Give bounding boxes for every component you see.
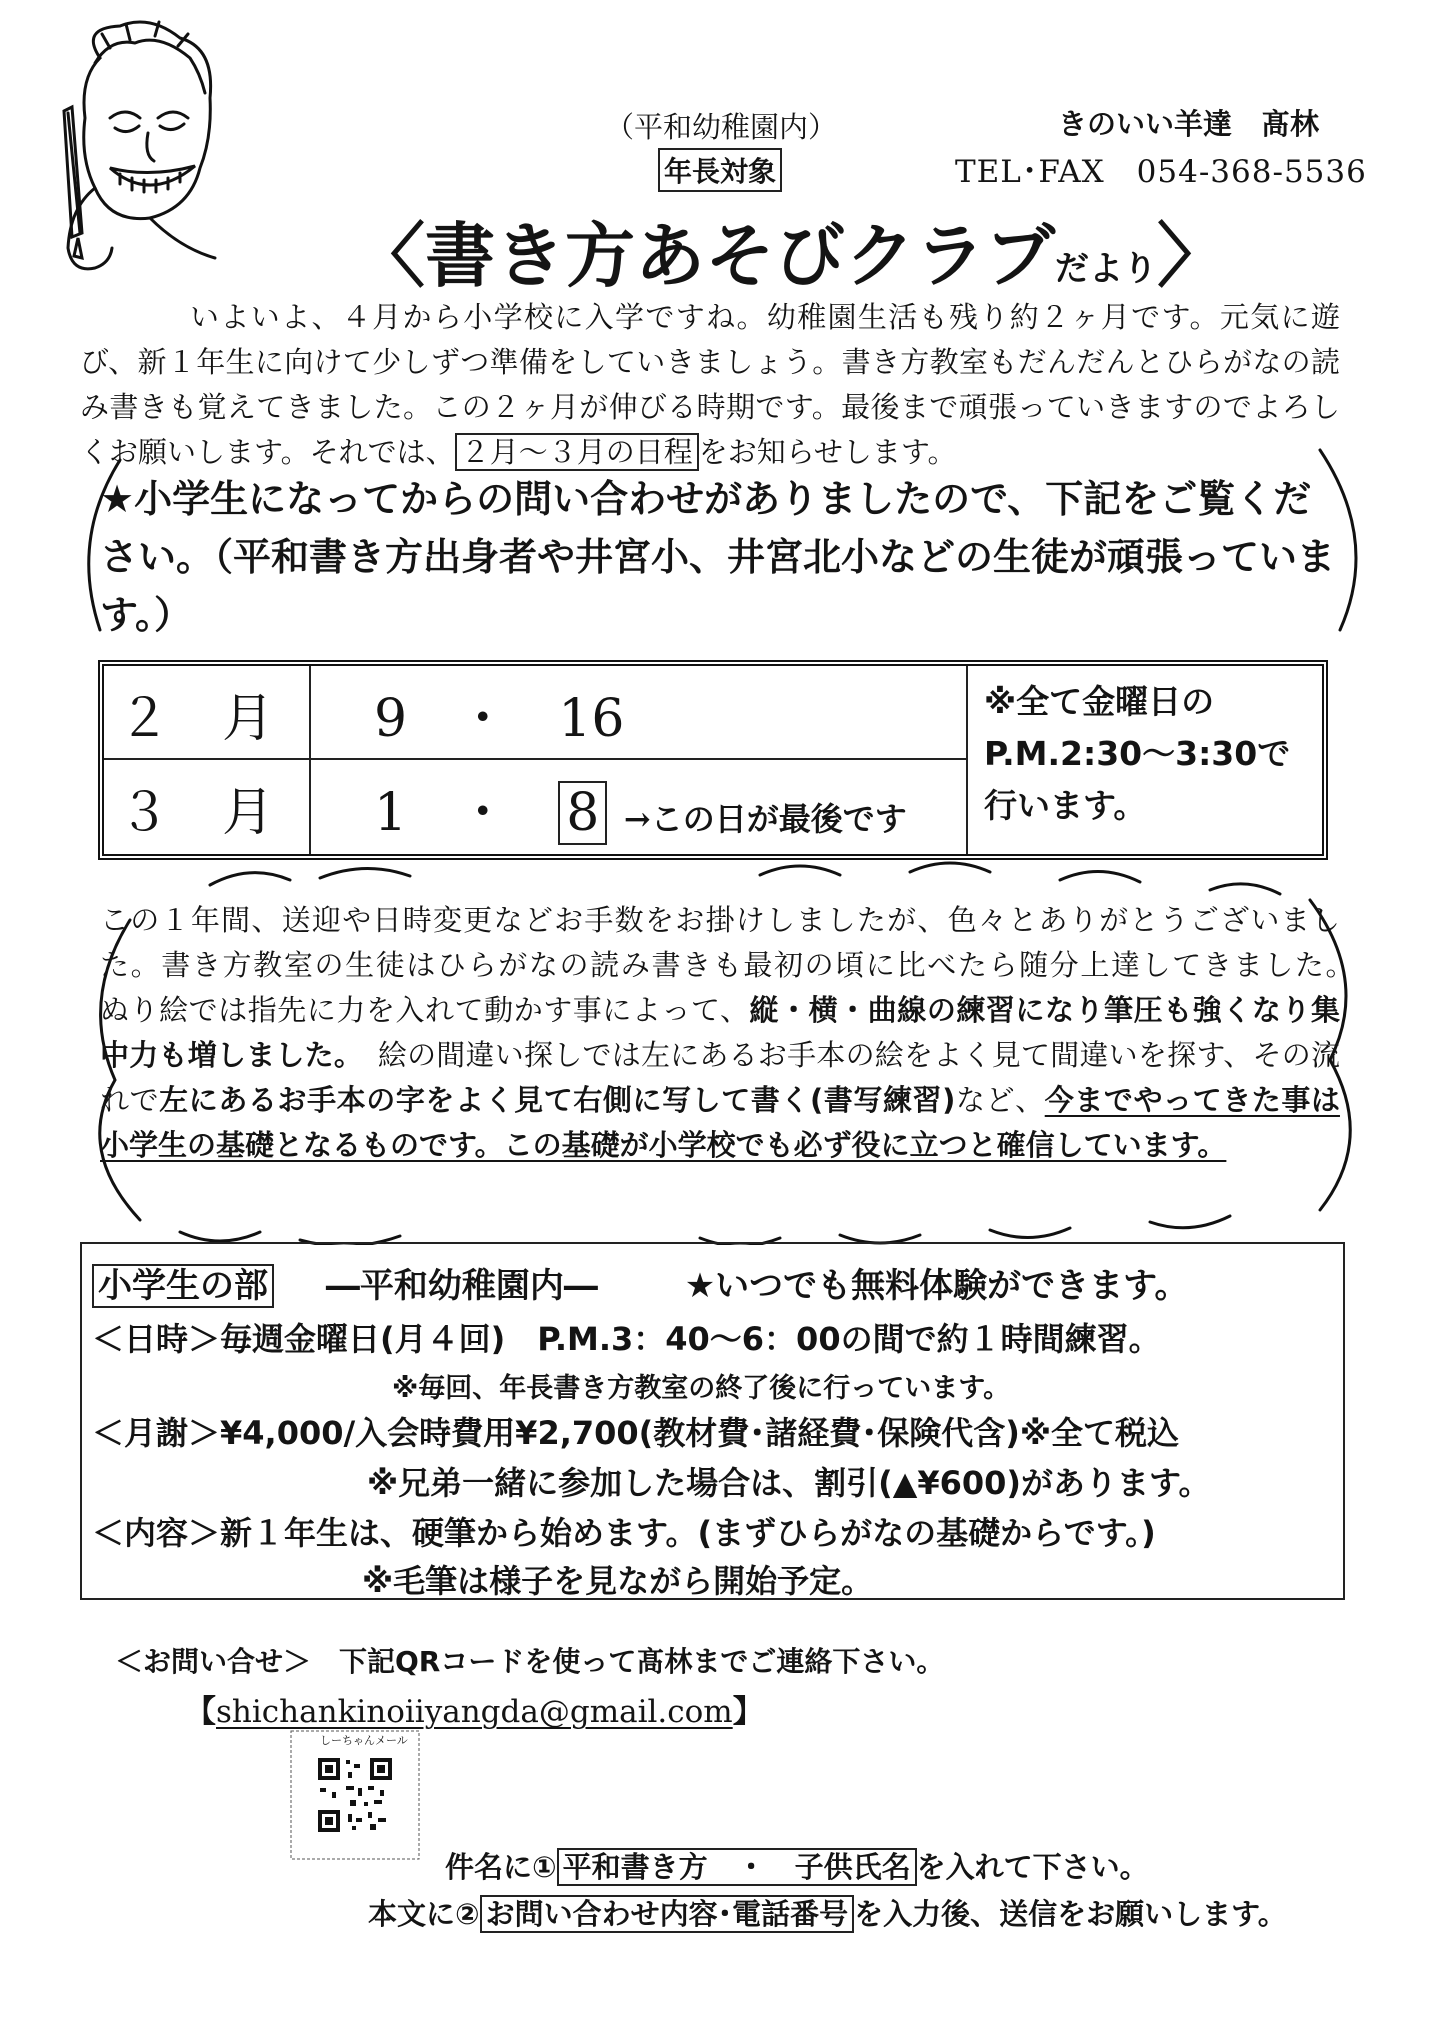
schedule-day: 16: [558, 689, 625, 749]
intro-text: いよいよ、４月から小学校に入学ですね。幼稚園生活も残り約２ヶ月です。元気に遊び、新１年生に向けて少しずつ準備をしていきましょう。書き方教室もだんだんとひらがなの読み書きも覚えてきました。この２ヶ月が伸びる時期です。最後まで頑張っていきますのでよろしくお願いします。それでは、: [80, 300, 1340, 469]
schedule-day: 9: [374, 689, 408, 749]
subject-instruction: [445, 1845, 1149, 1886]
schedule-row-mar: [104, 760, 964, 852]
class-fee-note: ※兄弟一緒に参加した場合は、割引(▲¥600)があります。: [367, 1464, 1211, 1502]
intro-text-end: をお知らせします。: [698, 435, 957, 469]
contact-email-link[interactable]: shichankinoiiyangda@gmail.com: [216, 1694, 733, 1730]
header-organizer: きのいい羊達 髙林: [1058, 107, 1320, 141]
header-venue: （平和幼稚園内）: [605, 110, 838, 144]
thanks-emphasis: 左にあるお手本の字をよく見て右側に写して書く(書写練習): [159, 1083, 956, 1117]
page-title: [355, 200, 1227, 301]
caricature-illustration: [40, 18, 230, 318]
title-close: 〉: [1157, 215, 1227, 297]
contact-label: ＜お問い合せ＞ 下記QRコードを使って髙林までご連絡下さい。: [115, 1645, 945, 1678]
email-bracket: 】: [732, 1694, 764, 1730]
class-trial: ★いつでも無料体験ができます。: [684, 1266, 1189, 1306]
class-datetime: ＜日時＞毎週金曜日(月４回) P.M.3：40～6：00の間で約１時間練習。: [92, 1320, 1161, 1358]
class-datetime-note: ※毎回、年長書き方教室の終了後に行っています。: [392, 1373, 1011, 1404]
schedule-day-last: 8: [558, 781, 607, 845]
class-header-row: [92, 1258, 1188, 1307]
schedule-row-feb: [104, 666, 964, 758]
class-venue: ―平和幼稚園内―: [325, 1266, 598, 1306]
subject-suffix: を入れて下さい。: [916, 1850, 1149, 1884]
body-prefix: 本文に②: [368, 1897, 480, 1931]
header-tel-fax: TEL･FAX 054-368-5536: [955, 154, 1367, 190]
thanks-text: など、: [955, 1083, 1045, 1117]
body-instruction: [368, 1892, 1287, 1933]
thanks-underlined: 今までやってきた事は小学生の基礎となるものです。この基礎が小学校でも必ず役に立つと確信しています。: [100, 1083, 1340, 1162]
email-bracket: 【: [185, 1694, 216, 1730]
body-suffix: を入力後、送信をお願いします。: [854, 1897, 1287, 1931]
header-target-badge: 年長対象: [658, 148, 782, 192]
schedule-divider: [966, 666, 968, 854]
thanks-paragraph: [100, 898, 1399, 1168]
class-content-note: ※毛筆は様子を見ながら開始予定。: [362, 1562, 874, 1600]
thanks-text: この１年間、送迎や日時変更などお手数をお掛けしましたが、色々とありがとうございました。書き方教室の生徒はひらがなの読み書きも最初の頃に比べたら随分上達してきました。 ぬり絵では指先に力を入れて動かす事によって、: [100, 903, 1399, 1027]
schedule-side-note: ※全て金曜日のP.M.2:30～3:30で行います。: [984, 682, 1291, 825]
schedule-days: [374, 676, 624, 751]
intro-schedule-highlight: ２月～３月の日程: [455, 433, 699, 471]
class-content: ＜内容＞新１年生は、硬筆から始めます。(まずひらがなの基礎からです。): [92, 1514, 1156, 1552]
schedule-month: ３ 月: [118, 783, 275, 843]
schedule-day: 1: [374, 783, 408, 843]
title-main: 〈書き方あそびクラブ: [355, 215, 1055, 297]
qr-code-icon: [290, 1730, 420, 1860]
schedule-table: [98, 660, 1328, 860]
contact-email-row: [185, 1686, 764, 1731]
thanks-text: 絵の間違い探しでは左にあるお手本の絵をよく見て間違いを探す、その流れで: [100, 1038, 1340, 1117]
elementary-class-box: [80, 1242, 1345, 1600]
last-day-note: →この日が最後です: [623, 800, 907, 838]
title-suffix: だより: [1055, 249, 1157, 289]
thanks-emphasis: 縦・横・曲線の練習になり筆圧も強くなり集中力も増しました。: [100, 993, 1340, 1072]
class-fee: ＜月謝＞¥4,000/入会時費用¥2,700(教材費･諸経費･保険代含)※全て税込: [92, 1414, 1180, 1452]
schedule-days: [374, 770, 907, 845]
schedule-separator: ・: [456, 689, 509, 749]
qr-code[interactable]: [290, 1730, 420, 1860]
body-format: お問い合わせ内容･電話番号: [480, 1895, 855, 1933]
class-label: 小学生の部: [92, 1264, 274, 1308]
schedule-month: ２ 月: [118, 689, 275, 749]
qr-caption: しーちゃんメール: [320, 1734, 408, 1747]
schedule-separator: ・: [456, 783, 509, 843]
subject-prefix: 件名に①: [445, 1850, 557, 1884]
star-notice: ★小学生になってからの問い合わせがありましたので、下記をご覧ください。（平和書き方出身者や井宮小、井宮北小などの生徒が頑張っています。）: [100, 477, 1336, 637]
subject-format: 平和書き方 ・ 子供氏名: [557, 1848, 917, 1886]
